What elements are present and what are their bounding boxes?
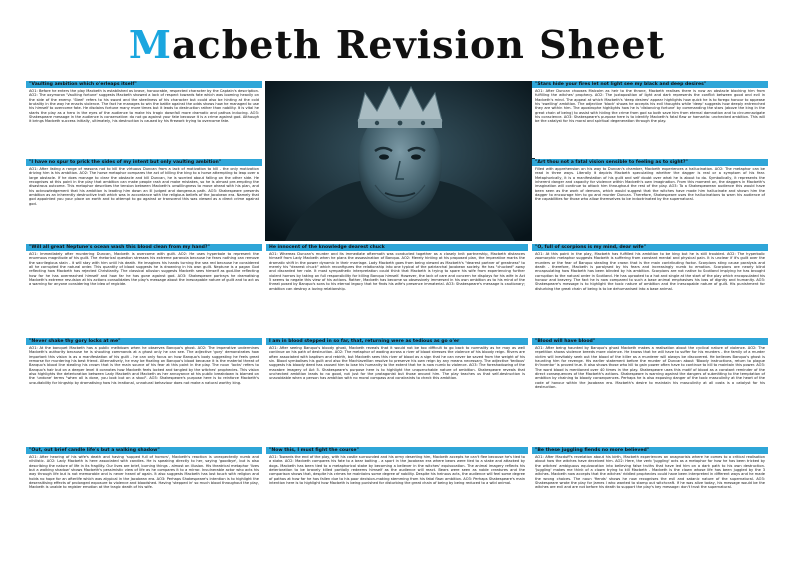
panel-text: AO1: After Macduff's revelation about his birth, Macbeth experiences an anagnorisis where he comes to a critical realisation about how the witches have deceived him. AO2: Here, the verb 'juggling' acts as a metaphor for how he has been tricked by the witches' ambiguous equivocation into believing false truths that have led him on a dark path to his own destruction. 'Juggling' makes me think of a clown trying to kill Macbeth - Macbeth is the clown whose life has been juggled by the 3 witches. Macbeth now accepts that the witches' riddled prophecies could have been interpreted in different ways and he made the wrong choices. The noun 'fiends' shows he now recognises the evil and satanic nature of the supernatural. AO3: Shakespeare wrote the play for James I who wanted to stamp out witchcraft. If he was alive today, his message would be the witches are evil and are not before his death to support the play's key message: don't trust the supernatural.: [532, 454, 768, 543]
panel-text: AO1: Towards the end of the play, with his castle surrounded and his army deserting him, Macbeth accepts he can't flee because he's tied to a stake. AO2: Macbeth compares his fate to a bear baiting - a sport in the Jacobean era where bears were tied to a stake and attacked by dogs. Macbeth has been tied to a metaphorical stake by becoming a believer in the witches' equivocation. The animal imagery reflects his deterioration to be bravely killed partially redeems himself as the audience will react. Bears were seen as noble creatures and the comparison shows that, despite his crimes he maintains some degree of nobility. Despite his heinous acts, the audience will feel some degree of pathos at how far he has fallen due to his poor decision-making stemming from his fatal flaw: ambition. AO3: Perhaps Shakespeare's main intention here is to highlight how Macbeth is being punished for disturbing the great chain of being by being reduced to a wild animal.: [266, 454, 528, 543]
panel-brief-candle: [26, 447, 262, 543]
macbeth-portrait: [265, 81, 535, 241]
panel-heading: "O, full of scorpions is my mind, dear wife": [532, 244, 768, 251]
panel-neptunes-ocean: [26, 244, 262, 337]
panel-text: AO1: Immediately after murdering Duncan, Macbeth is overcome with guilt. AO2: He uses hyperbole to represent the enormous magnitude of his guilt. The rhetorical question stresses his extreme paranoia because he fears nothing can remove the sacrilegious stain - it will stay with him until his death. He imagines his hands turning the sea red because he considered all he corrupted the natural order. This quantity of blood suggests he is drowning in his own guilt. Neptune is a pagan God reflecting how Macbeth has rejected Christianity. The classical allusion suggests Macbeth sees himself as god-like reflecting how far he has overreached himself and how far he has gone against god. AO3: Shakespeare portrays he dramatising Macbeth's extreme revulsion at his actions consolidates the play's message about the inescapable nature of guilt and to act as a warning for anyone considering the idea of regicide.: [26, 251, 262, 337]
portrait-illustration: [265, 81, 535, 241]
panel-blood-will-have-blood: [532, 338, 768, 446]
title-rest: acbeth Revision Sheet: [171, 22, 666, 67]
panel-heading: I am in blood stepped in so far, that, returning were as tedious as go o'er: [266, 338, 528, 345]
panel-heading: "Vaulting ambition which o'erleaps itself": [26, 81, 262, 88]
panel-heading: "Will all great Neptune's ocean wash this blood clean from my hand?": [26, 244, 262, 251]
panel-heading: "Art thou not a fatal vision sensible to feeling as to sight?": [532, 159, 768, 166]
panel-text: AO1: Before he enters the play Macbeth is established as brave, honourable, respected character by the Captain's description. AO2: The oxymoron 'Vaulting fortune' suggests Macbeth showed a lack of respect towards fate which was looming heavily on the side of the enemy. 'Steel' refers to his sword and the steeliness of his character but could also be hinting at the cold brutality in the way he enacts violence. The fact he manages to win the battle against the odds shows how he managed to use his himself to overcome fate. He disdains fortune many more times but it leads to destruction rather than nobility. It is vital he starts the play as a hero in the eyes of the audience to make his tragic downfall more dramatic and pathos inducing. AO3: Shakespeare message in the audience is conservative: do not go against your fate because it is a crime against god. Although it brings Macbeth success initially, ultimately, his destruction is caused by his firework trying to overcome fate.: [26, 88, 262, 158]
panel-text: AO1: After Duncan chooses Malcolm as heir to the throne, Macbeth realises there is now an obstacle blocking him from fulfilling the witches' prophecy. AO2: The juxtaposition of light and dark represents the conflict between good and evil in Macbeth's mind. The appeal at which Macbeth's 'deep desires' appear highlights how quick he is to forego honour to appease his 'swelling' ambition. The adjective 'black' shows he accepts his evil thoughts while 'deep' suggests how deeply entrenched they are within him. The apostrophe highlights how he is 'distancing fortune' by commanding the stars (above the king in the great chain of being) to assist with hiding the crime from god so both save him from eternal damnation and to circumnavigate his conscience. AO3: Shakespeare's purpose here is to identify Macbeth's fatal flaw or hamartia: unchecked ambition. This will be the catalyst for his moral and spiritual degeneration through the play.: [532, 88, 768, 158]
page-title: [0, 18, 794, 72]
title-first-letter: M: [128, 22, 172, 67]
panel-heading: "Now this, I must fight the course": [266, 447, 528, 454]
panel-gory-locks: [26, 338, 262, 446]
panel-dearest-chuck: [266, 244, 528, 337]
panel-text: AO1: After seeing Banquo's bloody ghost, Macbeth reveals that it would not be too difficult to go back to normality as he may as well continue on his path of destruction. AO2: The metaphor of wading across a river of blood stresses the violence of his bloody reign. Rivers are often associated with baptism and rebirth, but Macbeth sees this river of blood as a sign that he can never be saved from the weight of his sin. Blood symbolises his guilt and also the Machiavellian resolve to preserve his own reign by any means necessary. The adjective 'tedious' suggests his bloody deed has caused him to lose his humanity to the extent that he is now numb to violence. AO3: The foreshadowing of the macabre imagery of Act 5. Shakespeare's purpose here is to highlight the unquenchable nature of ambition. Shakespeare reveals that unchecked ambition leads to no good, not just for the protagonist but those around him. The play teaches us that self-destruction is unavoidable when a person has ambition with no moral compass and constraints to check this ambition.: [266, 345, 528, 446]
panel-vaulting-fortune: [26, 81, 262, 158]
panel-heading: "Blood will have blood": [532, 338, 768, 345]
panel-fight-the-course: [266, 447, 528, 543]
panel-text: AO1: At this point in the play, Macbeth has fulfilled his ambition to be king but he is still troubled. AO2: The hyperbolic zoomorphic metaphor suggests Macbeth is suffering from constant mental and physical pain. It is unclear if it's guilt over the murders or the fear of Banquo stealing the crown that is the main contributing factor. Scorpions sting cause paralysis and death - therefore, Macbeth is paralysed by his fears and increasingly numb to emotion. Scorpions are nearly blind encapsulating how Macbeth has been blinded by his ambition. Scorpions are not native to Scotland implying he has brought corruption to the natural order in Scotland. He has uprooted to a hot and single at the start of the play which encapsulated his honour and bravery. The fact he is now compared to such a base animal emphasises his loss of dignity and humanity. AO3: Shakespeare's message is to highlight the toxic nature of ambition and the inescapable nature of guilt. His punishment for disturbing the great chain of being is to be dehumanised into a base animal.: [532, 251, 768, 337]
panel-stepped-in-blood: [266, 338, 528, 446]
panel-text: AO1: Whereas Duncan's murder and its immediate aftermath was conducted together as a closely knit partnership, Macbeth distances himself from Lady Macbeth when he plans the assassination of Banquo. AO2: Merely hinting at his proposed plan, the imperative marks the dramatic shift in the power dynamic in their marriage. Lady Macbeth goes from being viewed as Macbeth's "dearest partner of greatness" to merely his "dearest chuck" which reconfigures the relationship into one typical of the patriarchal Jacobean society. He has "chucked" away and discarded her role. It most sympathetic interpretation could think that Macbeth is trying to spare his wife from experiencing further violent horrors by taking on full responsibility for killing Banquo himself. However, the lack of care and concern he displays for his wife in Act 5 seems to negate this view of his actions. Rather, Macbeth has become so obsessively immersed in his own ambition as to his mind of the threat posed by Banquo's sons to his eternal legacy that he finds his wife's presence immaterial. AO3: Shakespeare's message is cautionary; ambition can destroy a loving relationship.: [266, 251, 528, 337]
panel-text: AO1: After hearing of his wife's death and having 'supped full of horrors', Macbeth's reaction is unexpectedly numb and nihilistic. AO2: Lady Macbeth is here associated with candles. He is speaking directly to her, saying 'goodbye', but is also describing the nature of life in its fragility. Our lives are brief, burning things - almost an illusion. His theatrical metaphor 'lives but a walking shadow' shows Macbeth's pessimistic view of life as he compares it to a mirror. Invulnerable actor who acts his way through life but is not memorable and is never heard of again. It also suggests Macbeth has lost touch with religion and holds no hope for an afterlife which was atypical in the Jacobean era. AO3: Perhaps Shakespeare's intention is to highlight the desensitising effects of prolonged exposure to violence and bloodshed. Having 'stepped in' so much blood throughout the play, Macbeth is unable to register emotion at the tragic death of his wife.: [26, 454, 262, 543]
panel-heading: "Never shake thy gory locks at me": [26, 338, 262, 345]
panel-fatal-vision: [532, 159, 768, 243]
panel-text: AO1: After listing a range of reasons not to kill the virtuous Duncan from a lack of motivation to kill - the only motivation driving him is his ambition. AO2: The horse metaphor compares the act of killing the king to a horse attempting to leap over a large obstacle. If he does manage to clear the obstacle and kill Duncan, he is worried about falling on the other side. He recognises at this point in the play that ambition can make people rash and make mistakes, so he is almost pre-empting the disastrous outcome. This metaphor describes the tension between Macbeth's unwillingness to move ahead with his plan, and his acknowledgement that his ambition is leading him down an ill judged and dangerous path. AO3: Shakespeare presents ambition as an inherently destructive trait which was in accordance with the religious beliefs of the Jacobean era. Namely that god appointed you your place on earth and to attempt to go against or transcend this was viewed as a direct crime against god.: [26, 166, 262, 243]
panel-stars-hide: [532, 81, 768, 158]
panel-text: AO1: At the banquet Macbeth has a public meltdown when he observes Banquo's ghost. AO2: The imperative undermines Macbeth's authority because he is shouting commands at a ghost only he can see. The adjective 'gory' demonstrates how important this vision is as a manifestation of his guilt - he can only focus on how Banquo's body suggesting he feels great remorse for murdering his best friend. Alternatively, he may be fixating on Banquo's blood because it is the material threat of Banquo's blood line stealing his crown that is the main source of his fear at this point in the play. The noun 'locks' refers to Banquo's hair but on a deeper level it connotes how Macbeth feels locked and tangled by the witches' prophecies. This vision also highlights the deterioration between Lady Macbeth and Macbeth as her annoyance at his public breakdown is blamed on the 'undone' terms "when all is done, you look but on a stool". AO3: Shakespeare's purpose here is to reinforce Macbeth's unsuitability for kingship by dramatising how his irrational, unnatural behaviour does not make a natural worthy king.: [26, 345, 262, 446]
panel-text: AO1: After being haunted by Banquo's ghost Macbeth makes a realisation about the cyclical nature of violence. AO2: The repetition shows violence breeds more violence. He knows that he will have to suffer for his murders - the family of a murder victim will inevitably seek out the blood of the killer as a murderer will always be discovered. He believes Banquo's ghost is haunting him for revenge. His earlier statement before the murder of Duncan about 'Bloody instructions, return to plague th'inventor' is proved true. It also shows those who kill to gain power often have to continue to kill to maintain this power. AO3: The word blood is mentioned over 40 times in the play. Shakespeare uses this motif of blood as a constant reminder of the direct consequences of the Macbeth's actions. Shakespeare is warning against the dangers of submitting to the temptation of ambition by chaining to bloody consequences. Perhaps he is also exposing danger of the toxic masculinity at the heart of the code of honour within the Jacobean era. Macbeth's desire to maintain his masculinity at all costs is a catalyst for his destruction.: [532, 345, 768, 446]
panel-scorpions: [532, 244, 768, 337]
panel-heading: "I have no spur to prick the sides of my intent but only vaulting ambition": [26, 159, 262, 166]
panel-heading: "Be these juggling fiends no more believed": [532, 447, 768, 454]
panel-heading: He innocent of the knowledge dearest chuck: [266, 244, 528, 251]
panel-heading: "Out, out brief candle life's but a walking shadow": [26, 447, 262, 454]
panel-juggling-fiends: [532, 447, 768, 543]
panel-heading: "Stars hide your fires let not light see my black and deep desires": [532, 81, 768, 88]
panel-vaulting-ambition: [26, 159, 262, 243]
panel-text: Filled with apprehension on his way to Duncan's chamber, Macbeth experiences a hallucination. AO2: The metaphor can be read in three ways. Literally it depicts Macbeth speculating whether the dagger is real or a symptom of his fear. Metaphorically, it is a manifestation of his guilt and self doubt over what he is about to do. Symbolically, it represents the inherent danger and capacity for violence within Macbeth's own imagination. From this moment on, the daggers in Macbeth's imagination will continue to attack him throughout the rest of the play. AO3: To a Shakespearean audience this would have been seen as the work of demons, which would suggest that the witches have made him hallucinate and shown him the dagger to encourage him to go and murder Duncan. Therefore, Shakespeare uses the hallucinations to warn his audience of the capabilities for those who allow themselves to be indoctrinated by the supernatural.: [532, 166, 768, 243]
